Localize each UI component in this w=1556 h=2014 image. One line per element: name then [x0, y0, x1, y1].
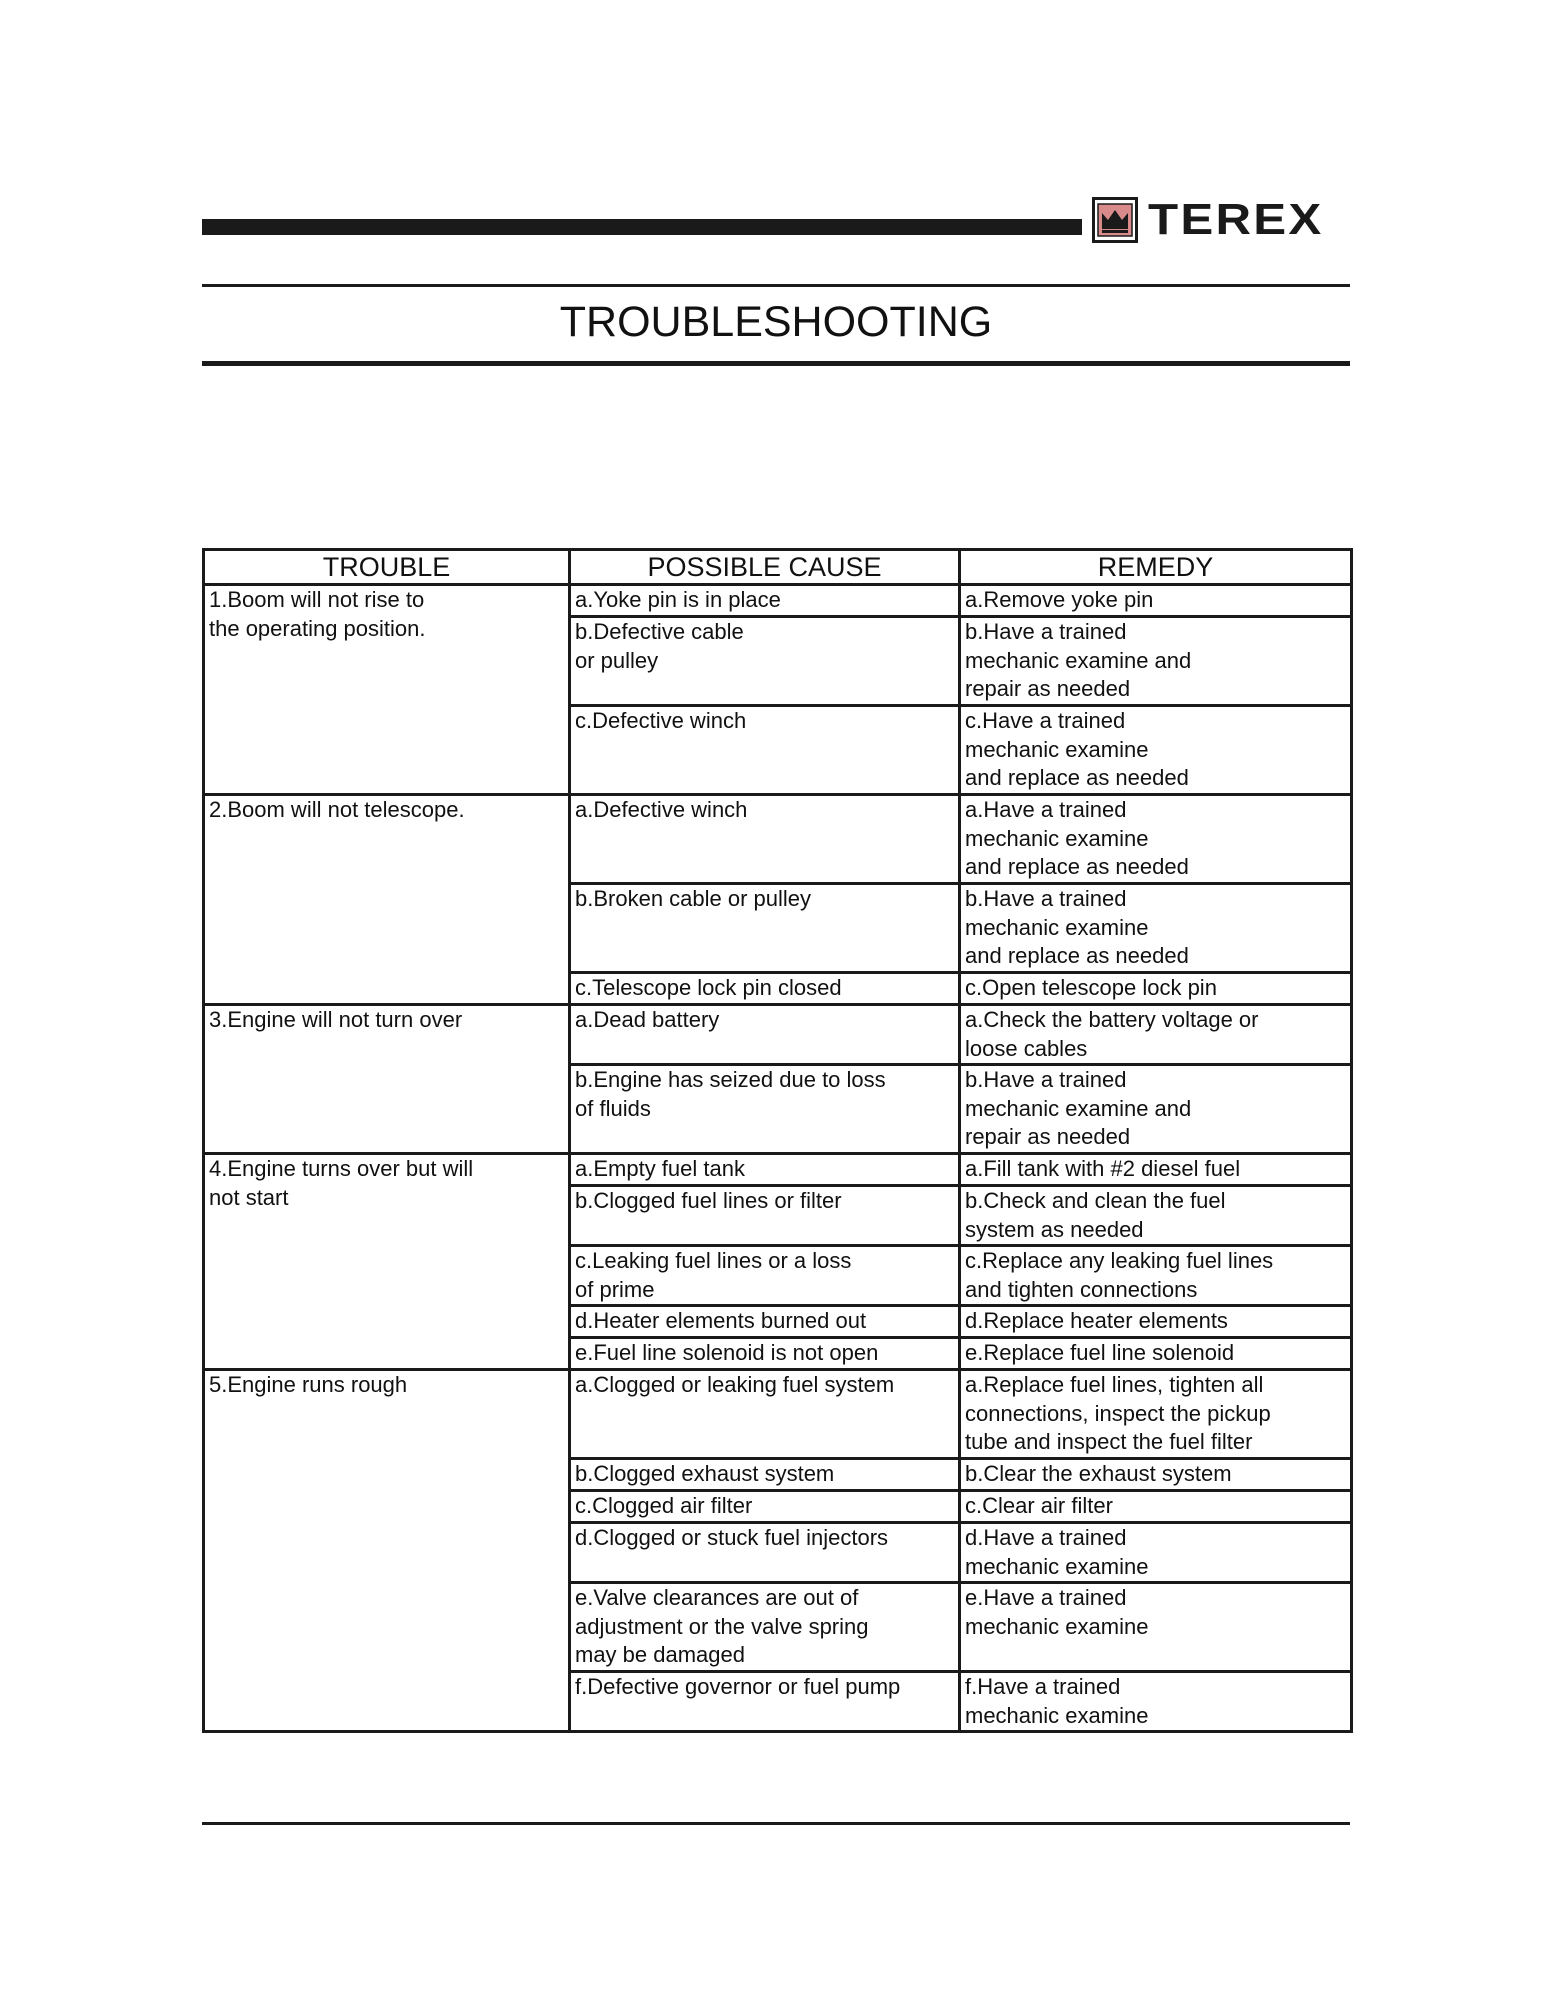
cause-cell: d.Heater elements burned out [570, 1306, 960, 1338]
cause-cell: a.Empty fuel tank [570, 1154, 960, 1186]
cause-cell: b.Clogged fuel lines or filter [570, 1186, 960, 1246]
logo-wordmark: TEREX [1148, 195, 1324, 244]
remedy-cell: b.Have a trained mechanic examine and replace as needed [960, 884, 1352, 973]
remedy-cell: b.Have a trained mechanic examine and repair as needed [960, 617, 1352, 706]
trouble-cell: 5.Engine runs rough [204, 1370, 570, 1732]
remedy-cell: f.Have a trained mechanic examine [960, 1672, 1352, 1732]
cause-cell: d.Clogged or stuck fuel injectors [570, 1523, 960, 1583]
cause-cell: c.Telescope lock pin closed [570, 973, 960, 1005]
cause-cell: a.Clogged or leaking fuel system [570, 1370, 960, 1459]
remedy-cell: b.Check and clean the fuel system as needed [960, 1186, 1352, 1246]
cause-cell: c.Clogged air filter [570, 1491, 960, 1523]
table-row [204, 1005, 1352, 1065]
remedy-cell: e.Have a trained mechanic examine [960, 1583, 1352, 1672]
cause-cell: a.Defective winch [570, 795, 960, 884]
trouble-cell: 1.Boom will not rise to the operating position. [204, 585, 570, 795]
cause-cell: b.Defective cable or pulley [570, 617, 960, 706]
cause-cell: c.Leaking fuel lines or a loss of prime [570, 1246, 960, 1306]
remedy-cell: a.Replace fuel lines, tighten all connections, inspect the pickup tube and inspect the fuel filter [960, 1370, 1352, 1459]
remedy-cell: a.Remove yoke pin [960, 585, 1352, 617]
cause-cell: a.Dead battery [570, 1005, 960, 1065]
cause-cell: e.Fuel line solenoid is not open [570, 1338, 960, 1370]
table-header-row [204, 550, 1352, 585]
trouble-cell: 4.Engine turns over but will not start [204, 1154, 570, 1370]
remedy-cell: c.Open telescope lock pin [960, 973, 1352, 1005]
cause-cell: e.Valve clearances are out of adjustment or the valve spring may be damaged [570, 1583, 960, 1672]
title-bottom-rule [202, 361, 1350, 366]
trouble-cell: 2.Boom will not telescope. [204, 795, 570, 1005]
cause-cell: b.Clogged exhaust system [570, 1459, 960, 1491]
remedy-cell: d.Have a trained mechanic examine [960, 1523, 1352, 1583]
remedy-cell: d.Replace heater elements [960, 1306, 1352, 1338]
column-header-remedy: REMEDY [960, 550, 1352, 585]
page-title: TROUBLESHOOTING [559, 298, 993, 346]
trouble-cell: 3.Engine will not turn over [204, 1005, 570, 1154]
cause-cell: b.Broken cable or pulley [570, 884, 960, 973]
remedy-cell: c.Have a trained mechanic examine and replace as needed [960, 706, 1352, 795]
remedy-cell: a.Fill tank with #2 diesel fuel [960, 1154, 1352, 1186]
remedy-cell: c.Clear air filter [960, 1491, 1352, 1523]
table-row [204, 1370, 1352, 1459]
table-body [204, 585, 1352, 1732]
footer-rule [202, 1822, 1350, 1825]
header-rule-bar [202, 219, 1082, 235]
cause-cell: c.Defective winch [570, 706, 960, 795]
cause-cell: a.Yoke pin is in place [570, 585, 960, 617]
crown-icon [1092, 197, 1138, 243]
column-header-possible-cause: POSSIBLE CAUSE [570, 550, 960, 585]
troubleshooting-table [202, 548, 1353, 1733]
cause-cell: b.Engine has seized due to loss of fluids [570, 1065, 960, 1154]
table-row [204, 1154, 1352, 1186]
column-header-trouble: TROUBLE [204, 550, 570, 585]
remedy-cell: b.Clear the exhaust system [960, 1459, 1352, 1491]
terex-logo [1092, 195, 1324, 244]
remedy-cell: c.Replace any leaking fuel lines and tighten connections [960, 1246, 1352, 1306]
cause-cell: f.Defective governor or fuel pump [570, 1672, 960, 1732]
remedy-cell: a.Have a trained mechanic examine and replace as needed [960, 795, 1352, 884]
remedy-cell: e.Replace fuel line solenoid [960, 1338, 1352, 1370]
title-top-rule [202, 284, 1350, 287]
table-row [204, 585, 1352, 617]
remedy-cell: a.Check the battery voltage or loose cables [960, 1005, 1352, 1065]
remedy-cell: b.Have a trained mechanic examine and repair as needed [960, 1065, 1352, 1154]
table-row [204, 795, 1352, 884]
